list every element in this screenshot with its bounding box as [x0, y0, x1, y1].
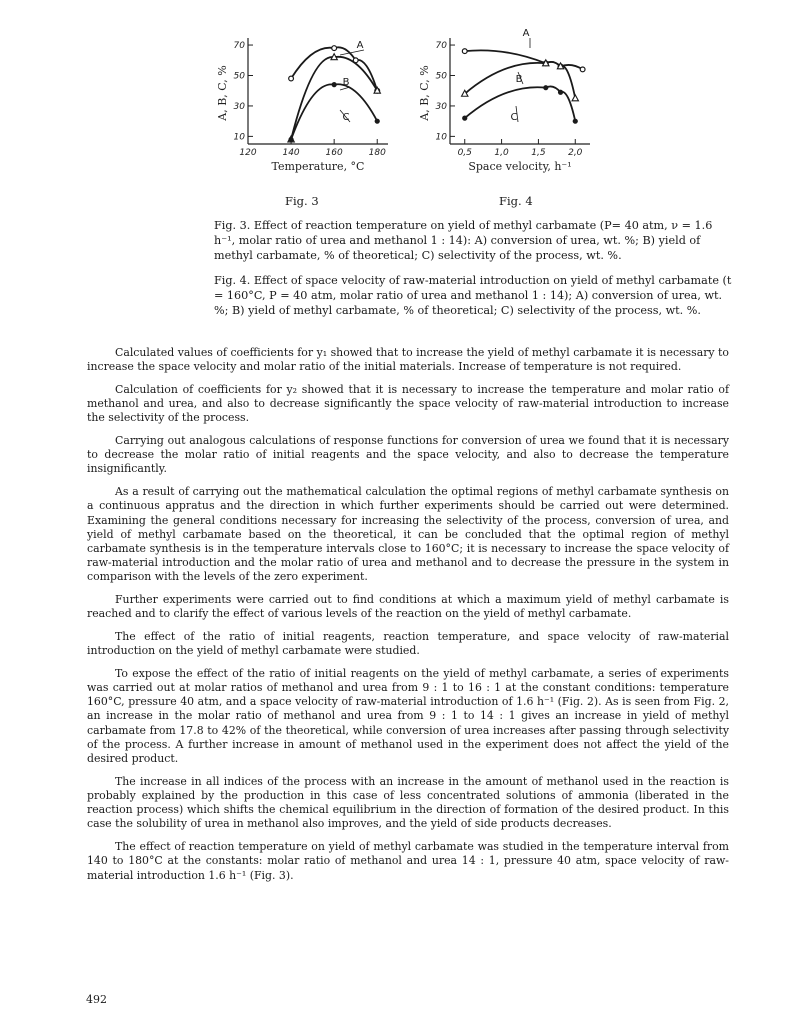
data-point	[462, 49, 467, 54]
x-tick-label: 120	[239, 148, 257, 158]
y-tick-label: 70	[435, 41, 447, 52]
figure-4-chart	[400, 30, 600, 190]
series-line-B	[291, 57, 377, 140]
y-tick-label: 70	[233, 41, 245, 52]
y-tick-label: 30	[435, 101, 447, 112]
curve-label-C: C	[510, 112, 518, 123]
y-tick-label: 10	[435, 132, 447, 143]
curve-label-B: B	[515, 74, 523, 85]
y-tick-label: 50	[435, 71, 447, 82]
data-point	[543, 85, 548, 90]
data-point	[573, 119, 578, 124]
data-point	[332, 82, 337, 87]
figure-4-caption: Fig. 4. Effect of space velocity of raw-material introduction on yield of methyl carbamate (t = 160°C, P = 40 atm, molar ratio of urea and methanol 1 : 14); A) conversion of urea, wt. %; B) yield of methyl carbamate, % of theoretical; C) selectivity of the process, wt. %.	[214, 273, 732, 318]
data-point	[462, 116, 467, 121]
paragraph: Carrying out analogous calculations of response functions for conversion of urea we found that it is necessary to decrease the molar ratio of initial reagents and the space velocity, and also to decrease the temperature insignificantly.	[87, 434, 729, 476]
paragraph: Calculation of coefficients for y₂ showed that it is necessary to increase the temperature and molar ratio of methanol and urea, and also to decrease significantly the space velocity of raw-material introduction to increase the selectivity of the process.	[87, 382, 729, 425]
y-axis-label: A, B, C, %	[216, 65, 229, 121]
curve-label-A: A	[522, 28, 530, 39]
y-axis-label: A, B, C, %	[418, 65, 431, 121]
y-tick-label: 50	[233, 71, 245, 82]
figure-3	[200, 30, 400, 190]
y-tick-label: 30	[233, 101, 245, 112]
x-tick-label: 160	[325, 148, 343, 158]
paragraph: The increase in all indices of the process with an increase in the amount of methanol used in the reaction is probably explained by the production in this case of less concentrated solutions of ammonia (liberated in the reaction process) which shifts the chemical equilibrium in the direction of formation of the desired product. In this case the solubility of urea in methanol also improves, and the yield of side products decreases.	[87, 774, 729, 831]
x-tick-label: 2,0	[568, 148, 583, 158]
x-tick-label: 1,5	[531, 148, 546, 158]
paragraph: As a result of carrying out the mathematical calculation the optimal regions of methyl carbamate synthesis on a continuous appratus and the direction in which further experiments should be carried out were determined. Examining the general conditions necessary for increasing the selectivity of the process, conversion of urea, and yield of methyl carbamate based on the theoretical, it can be concluded that the optimal region of methyl carbamate synthesis is in the temperature intervals close to 160°C; it is necessary to increase the space velocity of raw-material introduction and the molar ratio of urea and methanol and to decrease the pressure in the system in comparison with the levels of the zero experiment.	[87, 485, 729, 584]
figure-3-chart	[200, 30, 400, 190]
paragraph: To expose the effect of the ratio of initial reagents on the yield of methyl carbamate, a series of experiments was carried out at molar ratios of methanol and urea from 9 : 1 to 16 : 1 at the constant conditions: temperature 160°C, pressure 40 atm, and a space velocity of raw-material introduction of 1.6 h⁻¹ (Fig. 2). As is seen from Fig. 2, an increase in the molar ratio of methanol and urea from 9 : 1 to 14 : 1 gives an increase in yield of methyl carbamate from 17.8 to 42% of the theoretical, while conversion of urea increases after passing through selectivity of the process. A further increase in amount of methanol used in the experiment does not affect the yield of the desired product.	[87, 666, 729, 766]
y-tick-label: 10	[233, 132, 245, 143]
curve-label-A: A	[356, 40, 364, 51]
data-point	[558, 90, 563, 95]
data-point	[332, 46, 337, 51]
series-line-C	[291, 84, 377, 139]
paragraph: The effect of the ratio of initial reagents, reaction temperature, and space velocity of raw-material introduction on the yield of methyl carbamate were studied.	[87, 629, 729, 658]
x-tick-label: 1,0	[494, 148, 509, 158]
x-tick-label: 180	[368, 148, 386, 158]
x-axis-label: Temperature, °C	[271, 160, 365, 173]
data-point	[375, 119, 380, 124]
paragraph: Further experiments were carried out to find conditions at which a maximum yield of methyl carbamate is reached and to clarify the effect of various levels of the reaction on the yield of methyl carbamate.	[87, 593, 729, 621]
data-point	[572, 95, 578, 101]
data-point	[288, 137, 293, 142]
paragraph: Calculated values of coefficients for y₁ showed that to increase the yield of methyl carbamate it is necessary to increase the space velocity and molar ratio of the initial materials. Increase of temperature is not required.	[87, 346, 729, 374]
figure-3-label: Fig. 3	[285, 194, 319, 208]
x-tick-label: 0,5	[457, 148, 472, 158]
curve-label-C: C	[342, 112, 350, 123]
figure-4-label: Fig. 4	[499, 194, 533, 208]
figure-4	[400, 30, 600, 190]
paragraph: The effect of reaction temperature on yield of methyl carbamate was studied in the temperature interval from 140 to 180°C at the constants: molar ratio of methanol and urea 14 : 1, pressure 40 atm, space velocity of raw-material introduction 1.6 h⁻¹ (Fig. 3).	[87, 840, 729, 882]
curve-label-B: B	[342, 77, 350, 88]
figure-3-caption: Fig. 3. Effect of reaction temperature on yield of methyl carbamate (P= 40 atm, ν = 1.6 h⁻¹, molar ratio of urea and methanol 1 : 14): A) conversion of urea, wt. %; B) yield of methyl carbamate, % of theoretical; C) selectivity of the process, wt. %.	[214, 219, 713, 263]
page-number: 492	[86, 993, 107, 1006]
x-tick-label: 140	[282, 148, 300, 158]
figure-captions	[214, 218, 734, 327]
x-axis-label: Space velocity, h⁻¹	[468, 160, 572, 173]
data-point	[580, 67, 585, 72]
body-text	[87, 346, 729, 891]
data-point	[289, 76, 294, 81]
